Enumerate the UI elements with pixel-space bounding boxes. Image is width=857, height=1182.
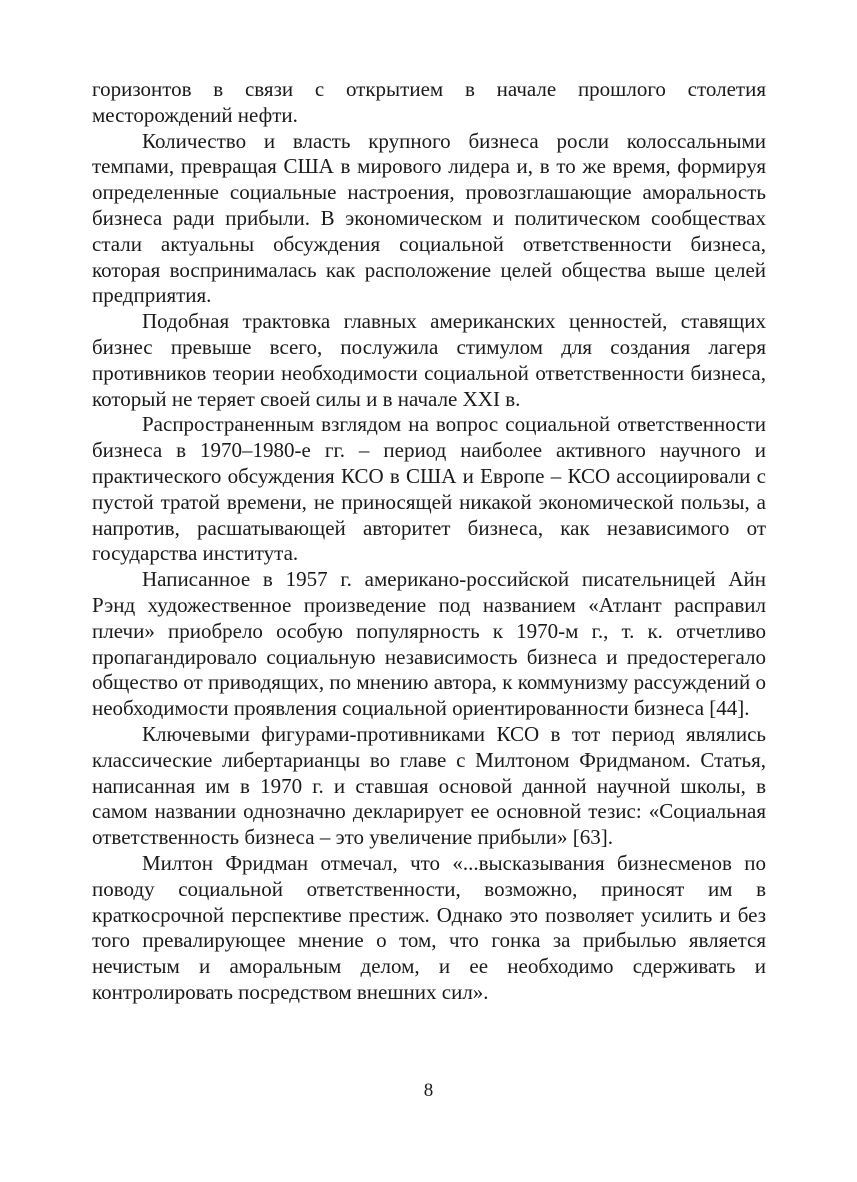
paragraph: Количество и власть крупного бизнеса росли колоссальными темпами, превращая США в мирового лидера и, в то же время, формируя определенные социальные настроения, провозглашающие аморальность бизнеса ради прибыли. В экономическом и политическом сообществах стали актуальны обсуждения социальной ответственности бизнеса, которая воспринималась как расположение целей общества выше целей предприятия. — [92, 128, 766, 308]
page-body — [92, 77, 766, 1006]
page-number: 8 — [423, 1080, 434, 1101]
paragraph: Милтон Фридман отмечал, что «...высказывания бизнесменов по поводу социальной ответственности, возможно, приносят им в краткосрочной перспективе престиж. Однако это позволяет усилить и без того превалирующее мнение о том, что гонка за прибылью является нечистым и аморальным делом, и ее необходимо сдерживать и контролировать посредством внешних сил». — [92, 850, 766, 1004]
paragraph-continued: горизонтов в связи с открытием в начале прошлого столетия месторождений нефти. — [92, 77, 766, 127]
paragraph: Написанное в 1957 г. американо-российской писательницей Айн Рэнд художественное произведение под названием «Атлант расправил плечи» приобрело особую популярность к 1970-м г., т. к. отчетливо пропагандировало социальную независимость бизнеса и предостерегало общество от приводящих, по мнению автора, к коммунизму рассуждений о необходимости проявления социальной ориентированности бизнеса [44]. — [92, 567, 766, 721]
paragraph: Подобная трактовка главных американских ценностей, ставящих бизнес превыше всего, послужила стимулом для создания лагеря противников теории необходимости социальной ответственности бизнеса, который не теряет своей силы и в начале XXI в. — [92, 309, 766, 411]
paragraph: Распространенным взглядом на вопрос социальной ответственности бизнеса в 1970–1980-е гг. – период наиболее активного научного и практического обсуждения КСО в США и Европе – КСО ассоциировали с пустой тратой времени, не приносящей никакой экономической пользы, а напротив, расшатывающей авторитет бизнеса, как независимого от государства института. — [92, 412, 766, 566]
paragraph: Ключевыми фигурами-противниками КСО в тот период являлись классические либертарианцы во главе с Милтоном Фридманом. Статья, написанная им в 1970 г. и ставшая основой данной научной школы, в самом названии однозначно декларирует ее основной тезис: «Социальная ответственность бизнеса – это увеличение прибыли» [63]. — [92, 721, 766, 850]
